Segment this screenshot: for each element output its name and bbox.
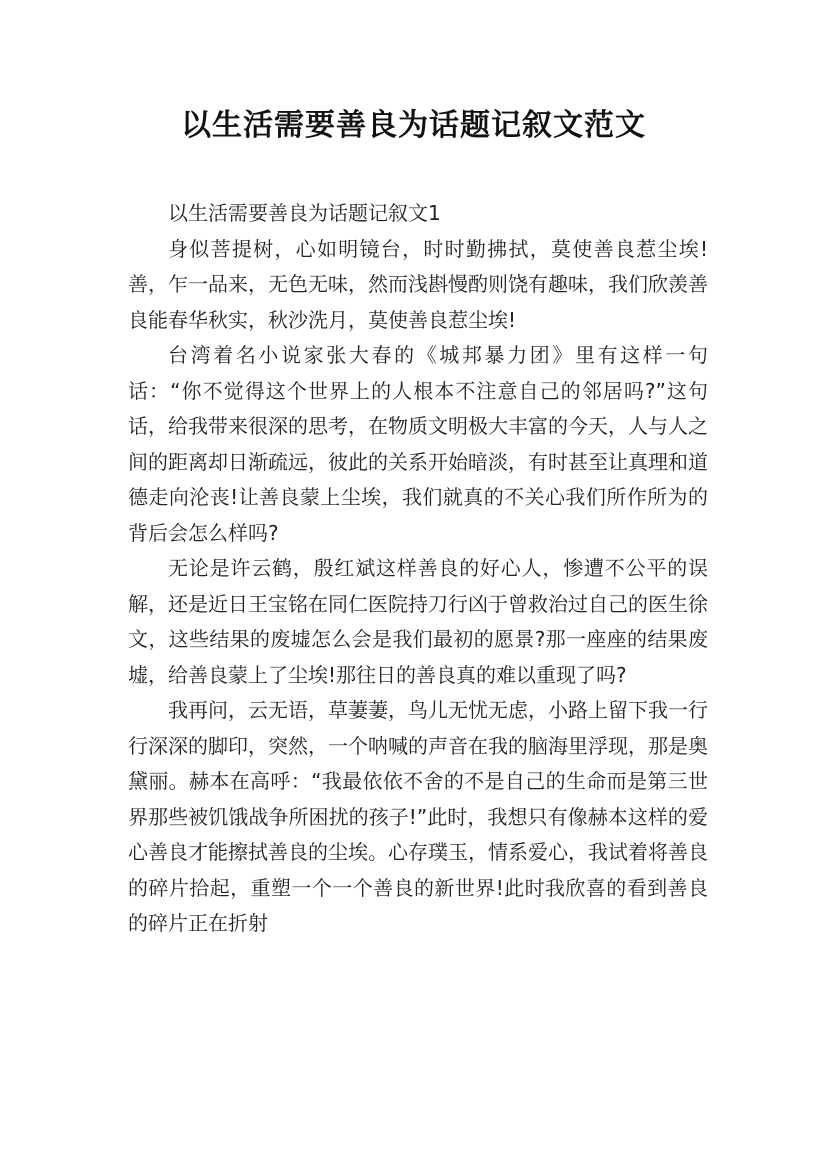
paragraph: 无论是许云鹤，殷红斌这样善良的好心人，惨遭不公平的误解，还是近日王宝铭在同仁医院持刀行凶于曾救治过自己的医生徐文，这些结果的废墟怎么会是我们最初的愿景?那一座座的结果废墟，给善良蒙上了尘埃!那往日的善良真的难以重现了吗?	[128, 556, 708, 687]
paragraph: 我再问，云无语，草萋萋，鸟儿无忧无虑，小路上留下我一行行深深的脚印，突然，一个呐喊的声音在我的脑海里浮现，那是奥黛丽。赫本在高呼：“我最依依不舍的不是自己的生命而是第三世界那些被饥饿战争所困扰的孩子!”此时，我想只有像赫本这样的爱心善良才能擦拭善良的尘埃。心存璞玉，情系爱心，我试着将善良的碎片拾起，重塑一个一个善良的新世界!此时我欣喜的看到善良的碎片正在折射	[128, 698, 708, 935]
paragraph: 身似菩提树，心如明镜台，时时勤拂拭，莫使善良惹尘埃!善，乍一品来，无色无味，然而浅斟慢酌则饶有趣味，我们欣羡善良能春华秋实，秋沙洗月，莫使善良惹尘埃!	[128, 236, 708, 332]
paragraph: 台湾着名小说家张大春的《城邦暴力团》里有这样一句话：“你不觉得这个世界上的人根本不注意自己的邻居吗?”这句话，给我带来很深的思考，在物质文明极大丰富的今天，人与人之间的距离却日渐疏远，彼此的关系开始暗淡，有时甚至让真理和道德走向沦丧!让善良蒙上尘埃，我们就真的不关心我们所作所为的背后会怎么样吗?	[128, 343, 708, 545]
document-title: 以生活需要善良为话题记叙文范文	[181, 108, 646, 143]
paragraph-heading: 以生活需要善良为话题记叙文1	[168, 201, 441, 225]
document-body	[128, 196, 708, 942]
